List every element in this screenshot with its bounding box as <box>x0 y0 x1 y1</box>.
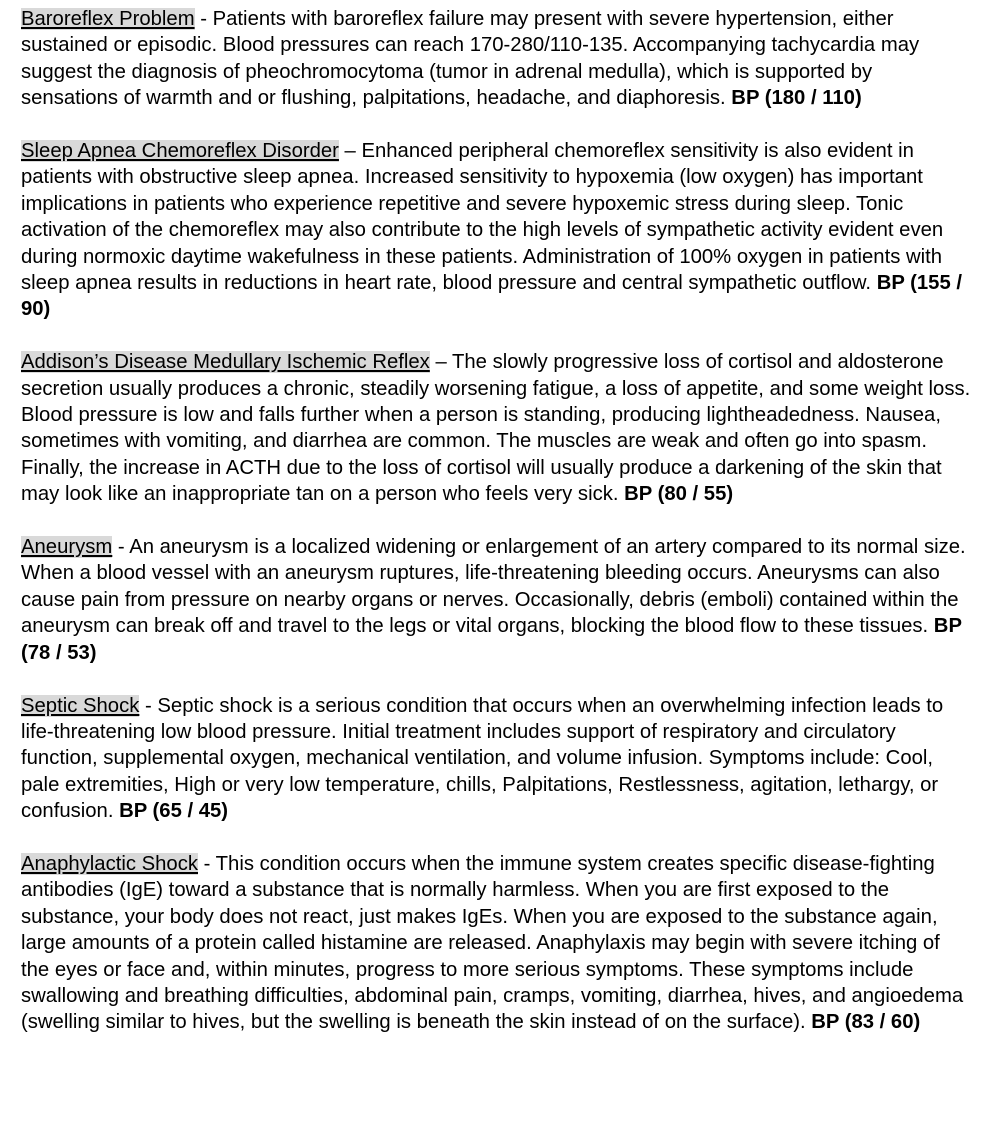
bp-addisons-disease: BP (80 / 55) <box>624 483 734 506</box>
entry-septic-shock <box>21 693 971 825</box>
bp-septic-shock: BP (65 / 45) <box>119 800 229 823</box>
description-sleep-apnea: – Enhanced peripheral chemoreflex sensitivity is also evident in patients with obstructive sleep apnea. Increased sensitivity to hypoxemia (low oxygen) has important implications in patients who experience repetitive and severe hypoxemic stress during sleep. Tonic activation of the chemoreflex may also contribute to the high levels of sympathetic activity evident even during normoxic daytime wakefulness in these patients. Administration of 100% oxygen in patients with sleep apnea results in reductions in heart rate, blood pressure and central sympathetic outflow. <box>21 140 944 295</box>
term-septic-shock: Septic Shock <box>21 694 140 717</box>
document-body <box>21 6 971 1062</box>
description-addisons-disease: – The slowly progressive loss of cortisol and aldosterone secretion usually produces a chronic, steadily worsening fatigue, a loss of appetite, and some weight loss. Blood pressure is low and falls further when a person is standing, producing lightheadedness. Nausea, sometimes with vomiting, and diarrhea are common. The muscles are weak and often go into spasm. Finally, the increase in ACTH due to the loss of cortisol will usually produce a darkening of the skin that may look like an inappropriate tan on a person who feels very sick. <box>21 351 971 506</box>
bp-anaphylactic-shock: BP (83 / 60) <box>811 1011 921 1034</box>
term-anaphylactic-shock: Anaphylactic Shock <box>21 852 198 875</box>
description-septic-shock: - Septic shock is a serious condition that occurs when an overwhelming infection leads to life-threatening low blood pressure. Initial treatment includes support of respiratory and circulatory function, supplemental oxygen, mechanical ventilation, and volume infusion. Symptoms include: Cool, pale extremities, High or very low temperature, chills, Palpitations, Restlessness, agitation, lethargy, or confusion. <box>21 694 944 823</box>
description-baroreflex-problem: - Patients with baroreflex failure may present with severe hypertension, either sustained or episodic. Blood pressures can reach 170-280/110-135. Accompanying tachycardia may suggest the diagnosis of pheochromocytoma (tumor in adrenal medulla), which is supported by sensations of warmth and or flushing, palpitations, headache, and diaphoresis. <box>21 8 920 110</box>
description-aneurysm: - An aneurysm is a localized widening or enlargement of an artery compared to its normal size. When a blood vessel with an aneurysm ruptures, life-threatening bleeding occurs. Aneurysms can also cause pain from pressure on nearby organs or nerves. Occasionally, debris (emboli) contained within the aneurysm can break off and travel to the legs or vital organs, blocking the blood flow to these tissues. <box>21 536 966 638</box>
term-addisons-disease: Addison’s Disease Medullary Ischemic Reflex <box>21 351 430 374</box>
term-sleep-apnea: Sleep Apnea Chemoreflex Disorder <box>21 140 339 163</box>
description-anaphylactic-shock: - This condition occurs when the immune system creates specific disease-fighting antibodies (IgE) toward a substance that is normally harmless. When you are first exposed to the substance, your body does not react, just makes IgEs. When you are exposed to the substance again, large amounts of a protein called histamine are released. Anaphylaxis may begin with severe itching of the eyes or face and, within minutes, progress to more serious symptoms. These symptoms include swallowing and breathing difficulties, abdominal pain, cramps, vomiting, diarrhea, hives, and angioedema (swelling similar to hives, but the swelling is beneath the skin instead of on the surface). <box>21 852 964 1034</box>
entry-anaphylactic-shock <box>21 851 971 1036</box>
bp-baroreflex-problem: BP (180 / 110) <box>731 87 862 110</box>
entry-aneurysm <box>21 534 971 666</box>
term-aneurysm: Aneurysm <box>21 536 113 559</box>
bp-sleep-apnea: BP (155 / 90) <box>21 272 962 321</box>
entry-sleep-apnea <box>21 138 971 323</box>
entry-baroreflex-problem <box>21 6 971 112</box>
entry-addisons-disease <box>21 349 971 507</box>
term-baroreflex-problem: Baroreflex Problem <box>21 8 195 30</box>
bp-aneurysm: BP (78 / 53) <box>21 615 962 664</box>
